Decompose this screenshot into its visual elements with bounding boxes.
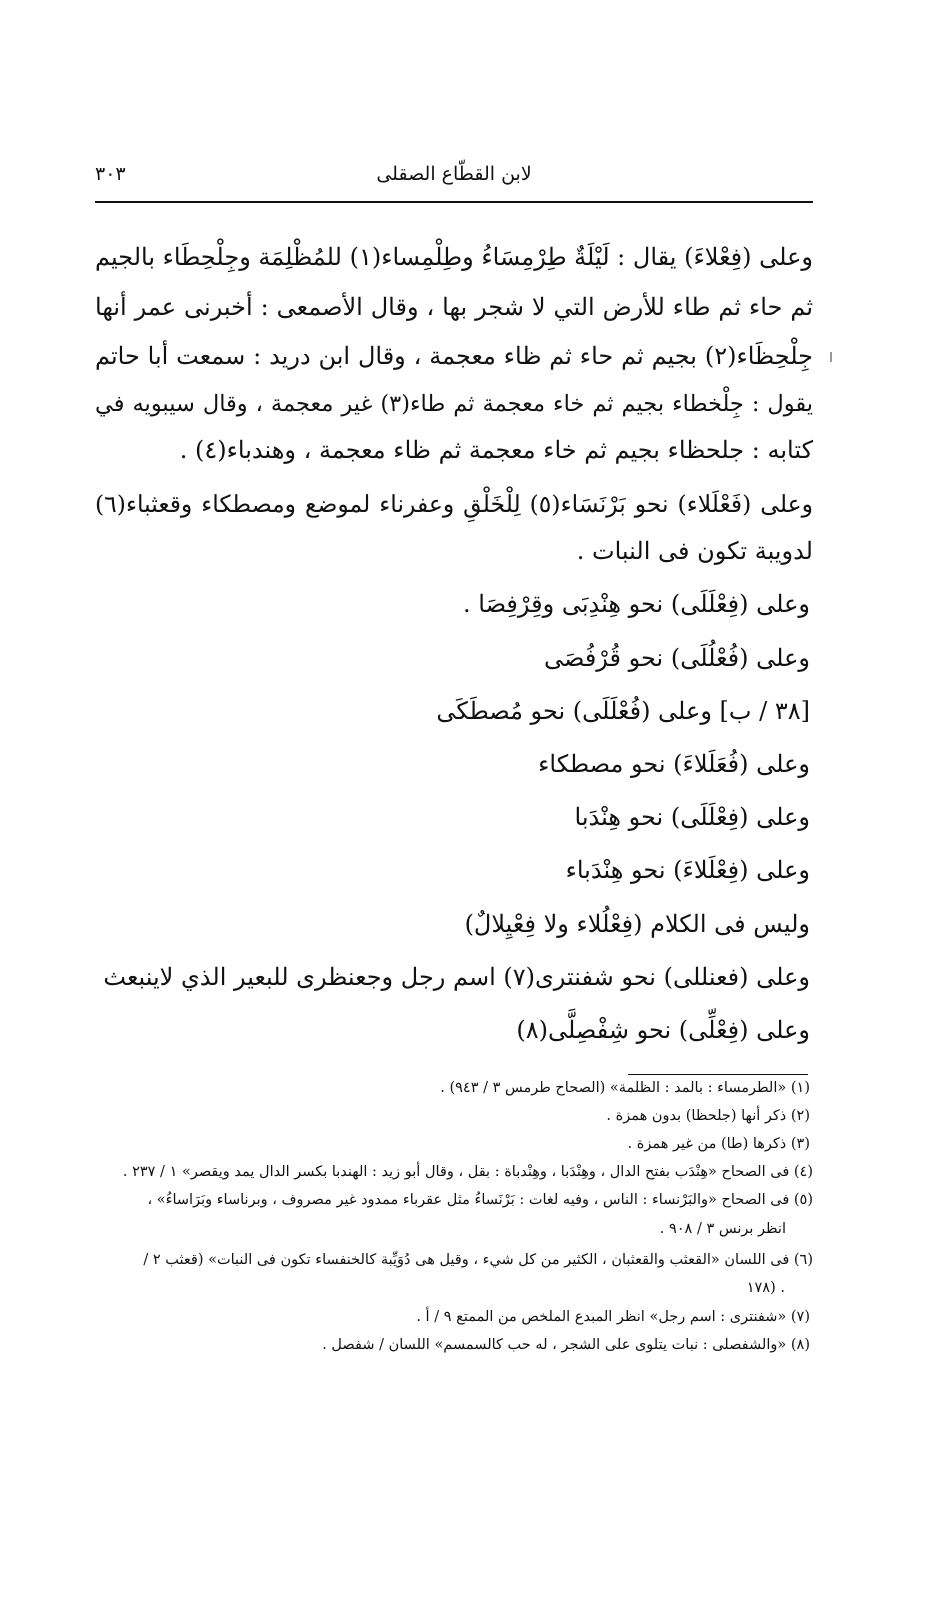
footnote: (٥) فى الصحاح «والبَرْنساء : الناس ، وفيه لغات : بَرْنَساءُ مثل عقرباء ممدود غير مصروف ، وبرناساء وبَرَاساءُ» ، <box>147 1192 813 1208</box>
body-line: لدويبة تكون فى النبات . <box>576 537 813 565</box>
pattern-line: وليس فى الكلام (فِعْلُلاء ولا فِعْيِلالٌ) <box>464 910 810 938</box>
page-number: ٣٠٣ <box>95 163 126 185</box>
footnote: (٢) ذكر أنها (جلحظا) بدون همزة . <box>606 1108 810 1124</box>
body-line: يقول : جِلْخطاء بجيم ثم خاء معجمة ثم طاء(٣) غير معجمة ، وقال سيبويه في <box>95 391 813 417</box>
body-line: ثم حاء ثم طاء للأرض التي لا شجر بها ، وقال الأصمعى : أخبرنى عمر أنها <box>95 293 813 321</box>
running-title: لابن القطّاع الصقلى <box>376 163 532 185</box>
pattern-line: وعلى (فِعْلِّى) نحو شِفْصِلَّى(٨) <box>516 1016 810 1044</box>
page-header <box>95 163 813 195</box>
pattern-line: وعلى (فِعْلَلاءَ) نحو هِنْدَباء <box>565 856 810 884</box>
pattern-line: [٣٨ / ب] وعلى (فُعْلَلَى) نحو مُصطَكَى <box>436 697 810 725</box>
body-line: وعلى (فِعْلاءَ) يقال : لَيْلَةٌ طِرْمِسَاءُ وطِلْمِساء(١) للمُظْلِمَة وجِلْحِطَاء بالجيم <box>95 243 813 271</box>
header-rule <box>95 201 813 203</box>
footnote: (٣) ذكرها (طا) من غير همزة . <box>627 1136 810 1152</box>
body-line: وعلى (فَعْلَلاء) نحو بَرْنَسَاء(٥) لِلْخَلْقِ وعفرناء لموضع ومصطكاء وقعثباء(٦) <box>95 490 813 518</box>
body-line: جِلْحِظَاء(٢) بجيم ثم حاء ثم ظاء معجمة ، وقال ابن دريد : سمعت أبا حاتم <box>95 342 813 370</box>
footnote: (٧) «شفنترى : اسم رجل» انظر المبدع الملخص من الممتع ٩ / أ . <box>416 1309 810 1325</box>
pattern-line: وعلى (فِعْلَلَى) نحو هِنْدَبا <box>574 803 810 831</box>
footnote: (١) «الطرمساء : بالمد : الظلمة» (الصحاح طرمس ٣ / ٩٤٣) . <box>440 1080 810 1096</box>
footnote: (٤) فى الصحاح «هِنْدَب بفتح الدال ، وهِنْدَبا ، وهِنْدباة : بقل ، وقال أبو زيد : الهندبا بكسر الدال يمد ويقصر» ١ / ٢٣٧ . <box>122 1164 813 1180</box>
pattern-line: وعلى (فِعْلَلَى) نحو هِنْدِبَى وقِرْفِصَا . <box>463 590 810 618</box>
footnote: (٦) فى اللسان «القعثب والقعثبان ، الكثير من كل شيء ، وقيل هى دُوَيِّبة كالخنفساء تكون فى النبات» (قعثب ٢ / <box>143 1252 813 1268</box>
body-line: كتابه : جلحظاء بجيم ثم خاء معجمة ثم ظاء معجمة ، وهندباء(٤) . <box>179 436 813 464</box>
pattern-line: وعلى (فُعْلُلَى) نحو قُرْفُصَى <box>544 644 810 672</box>
margin-mark <box>830 352 832 362</box>
footnote-rule <box>628 1074 808 1075</box>
footnote-continuation: انظر برنس ٣ / ٩٠٨ . <box>659 1221 786 1237</box>
pattern-line: وعلى (فعنللى) نحو شفنترى(٧) اسم رجل وجعنظرى للبعير الذي لاينبعث <box>103 963 810 991</box>
pattern-line: وعلى (فُعَلَلاءَ) نحو مصطكاء <box>538 750 810 778</box>
footnote-continuation: . (١٧٨ <box>746 1280 785 1296</box>
footnote: (٨) «والشفصلى : نبات يتلوى على الشجر ، له حب كالسمسم» اللسان / شفصل . <box>322 1337 810 1353</box>
